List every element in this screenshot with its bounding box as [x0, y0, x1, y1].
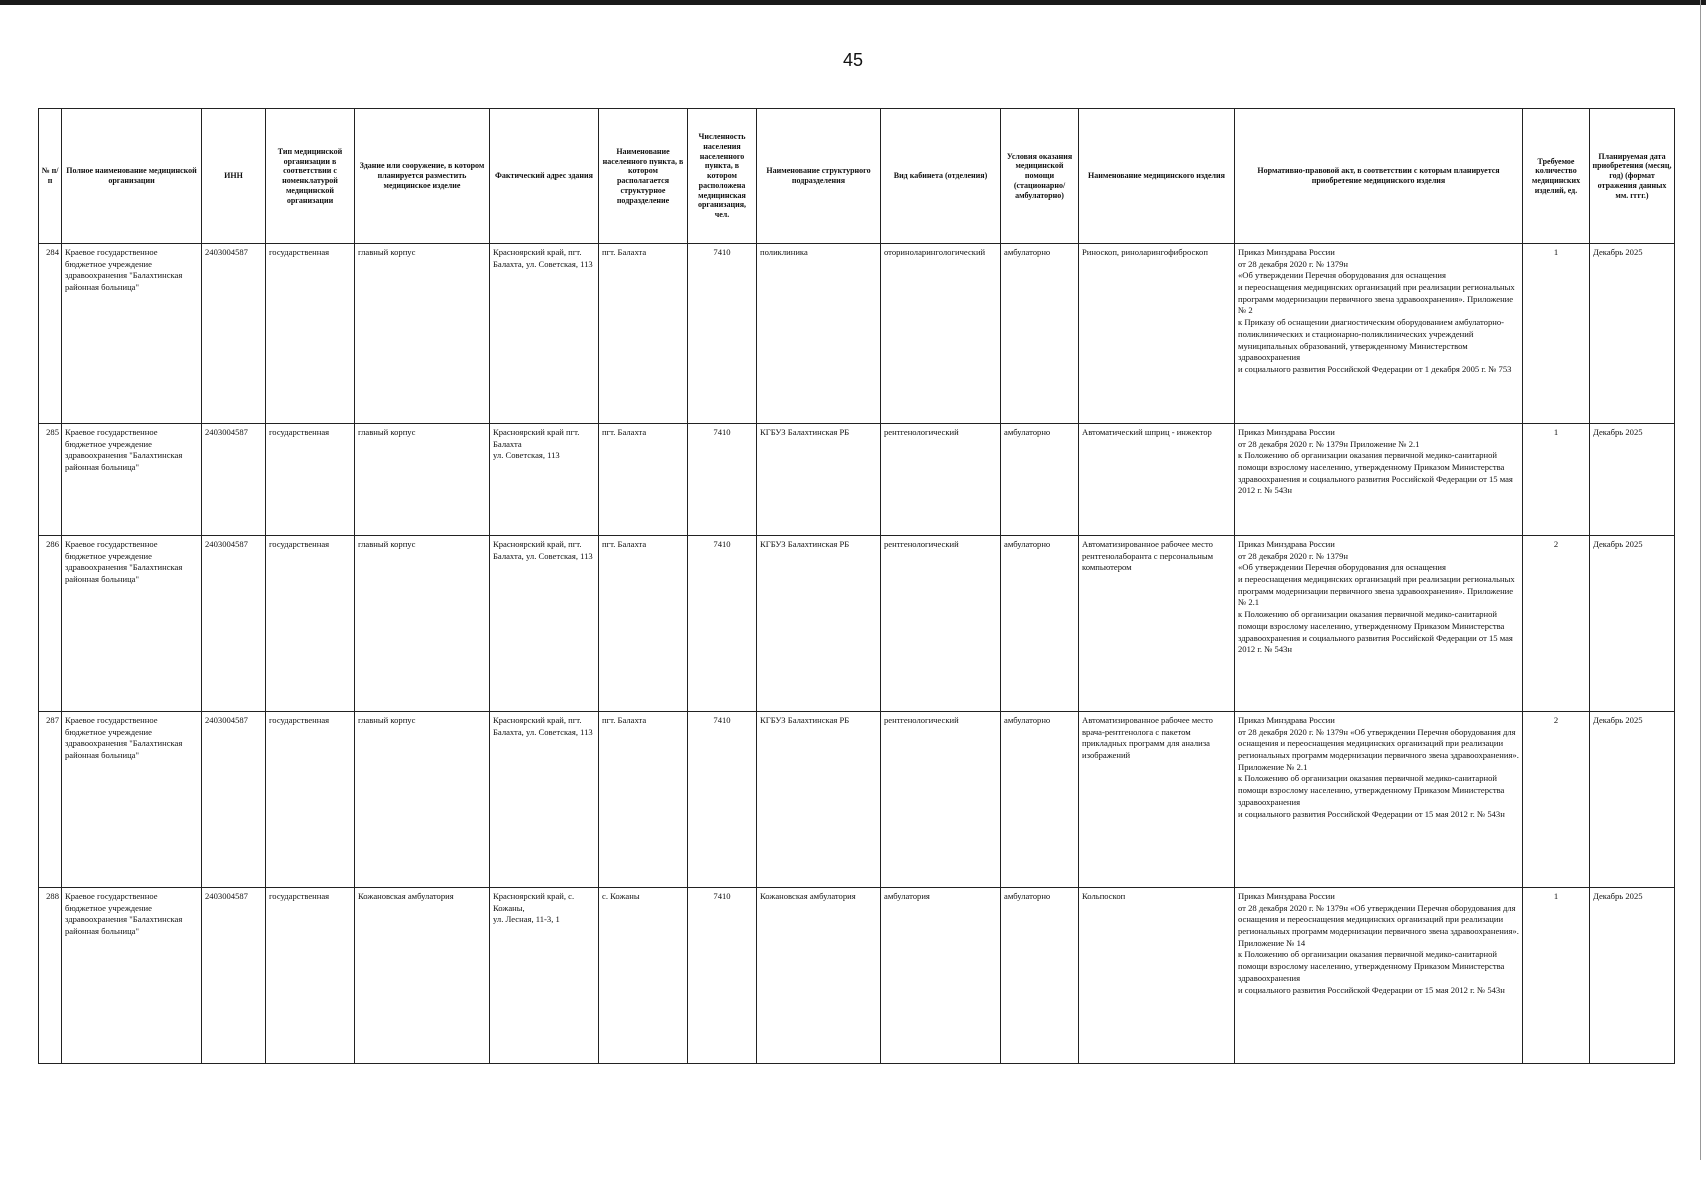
cell-qty: 1	[1523, 244, 1590, 424]
cell-conditions: амбулаторно	[1001, 536, 1079, 712]
header-locality: Наименование населенного пункта, в котором располагается структурное подразделение	[599, 109, 688, 244]
header-inn: ИНН	[202, 109, 266, 244]
table-row	[39, 712, 1675, 888]
cell-cabinet: амбулатория	[881, 888, 1001, 1064]
cell-inn: 2403004587	[202, 712, 266, 888]
cell-locality: пгт. Балахта	[599, 536, 688, 712]
cell-no: 284	[39, 244, 62, 424]
cell-device: Кольпоскоп	[1079, 888, 1235, 1064]
cell-inn: 2403004587	[202, 888, 266, 1064]
cell-locality: пгт. Балахта	[599, 712, 688, 888]
cell-device: Риноскоп, риноларингофиброскоп	[1079, 244, 1235, 424]
cell-building: главный корпус	[355, 244, 490, 424]
cell-unit: КГБУЗ Балахтинская РБ	[757, 712, 881, 888]
cell-act: Приказ Минздрава России от 28 декабря 2020 г. № 1379н «Об утверждении Перечня оборудования для оснащения и переоснащения медицинских организаций при реализации региональных программ модернизации первичного звена здравоохранения». Приложение № 2.1 к Положению об организации оказания первичной медико-санитарной помощи взрослому населению, утвержденному Приказом Министерства здравоохранения и социального развития Российской Федерации от 15 мая 2012 г. № 543н	[1235, 536, 1523, 712]
cell-building: главный корпус	[355, 712, 490, 888]
cell-org: Краевое государственное бюджетное учреждение здравоохранения "Балахтинская районная больница"	[62, 888, 202, 1064]
cell-locality: пгт. Балахта	[599, 424, 688, 536]
cell-address: Красноярский край, с. Кожаны, ул. Лесная, 11-3, 1	[490, 888, 599, 1064]
cell-cabinet: оториноларингологический	[881, 244, 1001, 424]
cell-unit: поликлиника	[757, 244, 881, 424]
cell-act: Приказ Минздрава России от 28 декабря 2020 г. № 1379н Приложение № 2.1 к Положению об организации оказания первичной медико-санитарной помощи взрослому населению, утвержденному Приказом Министерства здравоохранения и социального развития Российской Федерации от 15 мая 2012 г. № 543н	[1235, 424, 1523, 536]
cell-qty: 2	[1523, 712, 1590, 888]
cell-locality: с. Кожаны	[599, 888, 688, 1064]
header-population: Численность населения населенного пункта, в котором расположена медицинская организация, чел.	[688, 109, 757, 244]
cell-org: Краевое государственное бюджетное учреждение здравоохранения "Балахтинская районная больница"	[62, 536, 202, 712]
cell-date: Декабрь 2025	[1590, 424, 1675, 536]
table-header-row	[39, 109, 1675, 244]
cell-population: 7410	[688, 424, 757, 536]
cell-conditions: амбулаторно	[1001, 888, 1079, 1064]
cell-address: Красноярский край, пгт. Балахта, ул. Советская, 113	[490, 712, 599, 888]
cell-conditions: амбулаторно	[1001, 244, 1079, 424]
header-device: Наименование медицинского изделия	[1079, 109, 1235, 244]
cell-date: Декабрь 2025	[1590, 244, 1675, 424]
cell-type: государственная	[266, 536, 355, 712]
cell-org: Краевое государственное бюджетное учреждение здравоохранения "Балахтинская районная больница"	[62, 244, 202, 424]
header-cabinet: Вид кабинета (отделения)	[881, 109, 1001, 244]
cell-type: государственная	[266, 244, 355, 424]
header-qty: Требуемое количество медицинских изделий, ед.	[1523, 109, 1590, 244]
cell-org: Краевое государственное бюджетное учреждение здравоохранения "Балахтинская районная больница"	[62, 424, 202, 536]
cell-population: 7410	[688, 888, 757, 1064]
cell-unit: КГБУЗ Балахтинская РБ	[757, 536, 881, 712]
cell-act: Приказ Минздрава России от 28 декабря 2020 г. № 1379н «Об утверждении Перечня оборудования для оснащения и переоснащения медицинских организаций при реализации региональных программ модернизации первичного звена здравоохранения». Приложение № 2 к Приказу об оснащении диагностическим оборудованием амбулаторно-поликлинических и стационарно-поликлинических учреждений муниципальных образований, утвержденному Министерством здравоохранения и социального развития Российской Федерации от 1 декабря 2005 г. № 753	[1235, 244, 1523, 424]
header-act: Нормативно-правовой акт, в соответствии с которым планируется приобретение медицинского изделия	[1235, 109, 1523, 244]
table-row	[39, 244, 1675, 424]
cell-device: Автоматизированное рабочее место рентгенолаборанта с персональным компьютером	[1079, 536, 1235, 712]
cell-act: Приказ Минздрава России от 28 декабря 2020 г. № 1379н «Об утверждении Перечня оборудования для оснащения и переоснащения медицинских организаций при реализации региональных программ модернизации первичного звена здравоохранения». Приложение № 14 к Положению об организации оказания первичной медико-санитарной помощи взрослому населению, утвержденному Приказом Министерства здравоохранения и социального развития Российской Федерации от 15 мая 2012 г. № 543н	[1235, 888, 1523, 1064]
header-no: № п/п	[39, 109, 62, 244]
cell-address: Красноярский край, пгт. Балахта, ул. Советская, 113	[490, 536, 599, 712]
cell-population: 7410	[688, 536, 757, 712]
cell-cabinet: рентгенологический	[881, 424, 1001, 536]
cell-cabinet: рентгенологический	[881, 536, 1001, 712]
equipment-table	[38, 108, 1675, 1064]
header-address: Фактический адрес здания	[490, 109, 599, 244]
cell-building: Кожановская амбулатория	[355, 888, 490, 1064]
cell-qty: 1	[1523, 424, 1590, 536]
cell-population: 7410	[688, 712, 757, 888]
cell-org: Краевое государственное бюджетное учреждение здравоохранения "Балахтинская районная больница"	[62, 712, 202, 888]
scan-right-edge	[1700, 0, 1701, 1160]
table-row	[39, 424, 1675, 536]
cell-act: Приказ Минздрава России от 28 декабря 2020 г. № 1379н «Об утверждении Перечня оборудования для оснащения и переоснащения медицинских организаций при реализации региональных программ модернизации первичного звена здравоохранения». Приложение № 2.1 к Положению об организации оказания первичной медико-санитарной помощи взрослому населению, утвержденному Приказом Министерства здравоохранения и социального развития Российской Федерации от 15 мая 2012 г. № 543н	[1235, 712, 1523, 888]
cell-inn: 2403004587	[202, 536, 266, 712]
cell-type: государственная	[266, 888, 355, 1064]
cell-unit: КГБУЗ Балахтинская РБ	[757, 424, 881, 536]
table-row	[39, 536, 1675, 712]
cell-inn: 2403004587	[202, 244, 266, 424]
header-conditions: Условия оказания медицинской помощи (стационарно/ амбулаторно)	[1001, 109, 1079, 244]
cell-population: 7410	[688, 244, 757, 424]
cell-date: Декабрь 2025	[1590, 888, 1675, 1064]
cell-device: Автоматический шприц - инжектор	[1079, 424, 1235, 536]
cell-inn: 2403004587	[202, 424, 266, 536]
cell-no: 288	[39, 888, 62, 1064]
cell-date: Декабрь 2025	[1590, 712, 1675, 888]
cell-no: 286	[39, 536, 62, 712]
cell-address: Красноярский край, пгт. Балахта, ул. Советская, 113	[490, 244, 599, 424]
cell-type: государственная	[266, 424, 355, 536]
cell-locality: пгт. Балахта	[599, 244, 688, 424]
header-org: Полное наименование медицинской организации	[62, 109, 202, 244]
page-number: 45	[842, 50, 864, 70]
cell-date: Декабрь 2025	[1590, 536, 1675, 712]
cell-qty: 2	[1523, 536, 1590, 712]
cell-no: 285	[39, 424, 62, 536]
cell-cabinet: рентгенологический	[881, 712, 1001, 888]
header-building: Здание или сооружение, в котором планируется разместить медицинское изделие	[355, 109, 490, 244]
header-unit: Наименование структурного подразделения	[757, 109, 881, 244]
cell-conditions: амбулаторно	[1001, 712, 1079, 888]
cell-type: государственная	[266, 712, 355, 888]
header-date: Планируемая дата приобретения (месяц, год) (формат отражения данных мм. гггг.)	[1590, 109, 1675, 244]
cell-unit: Кожановская амбулатория	[757, 888, 881, 1064]
cell-qty: 1	[1523, 888, 1590, 1064]
cell-building: главный корпус	[355, 536, 490, 712]
header-type: Тип медицинской организации в соответствии с номенклатурой медицинской организации	[266, 109, 355, 244]
cell-conditions: амбулаторно	[1001, 424, 1079, 536]
scan-top-edge	[0, 0, 1706, 5]
cell-no: 287	[39, 712, 62, 888]
cell-address: Красноярский край пгт. Балахта ул. Советская, 113	[490, 424, 599, 536]
table-row	[39, 888, 1675, 1064]
cell-device: Автоматизированное рабочее место врача-рентгенолога с пакетом прикладных программ для анализа изображений	[1079, 712, 1235, 888]
cell-building: главный корпус	[355, 424, 490, 536]
